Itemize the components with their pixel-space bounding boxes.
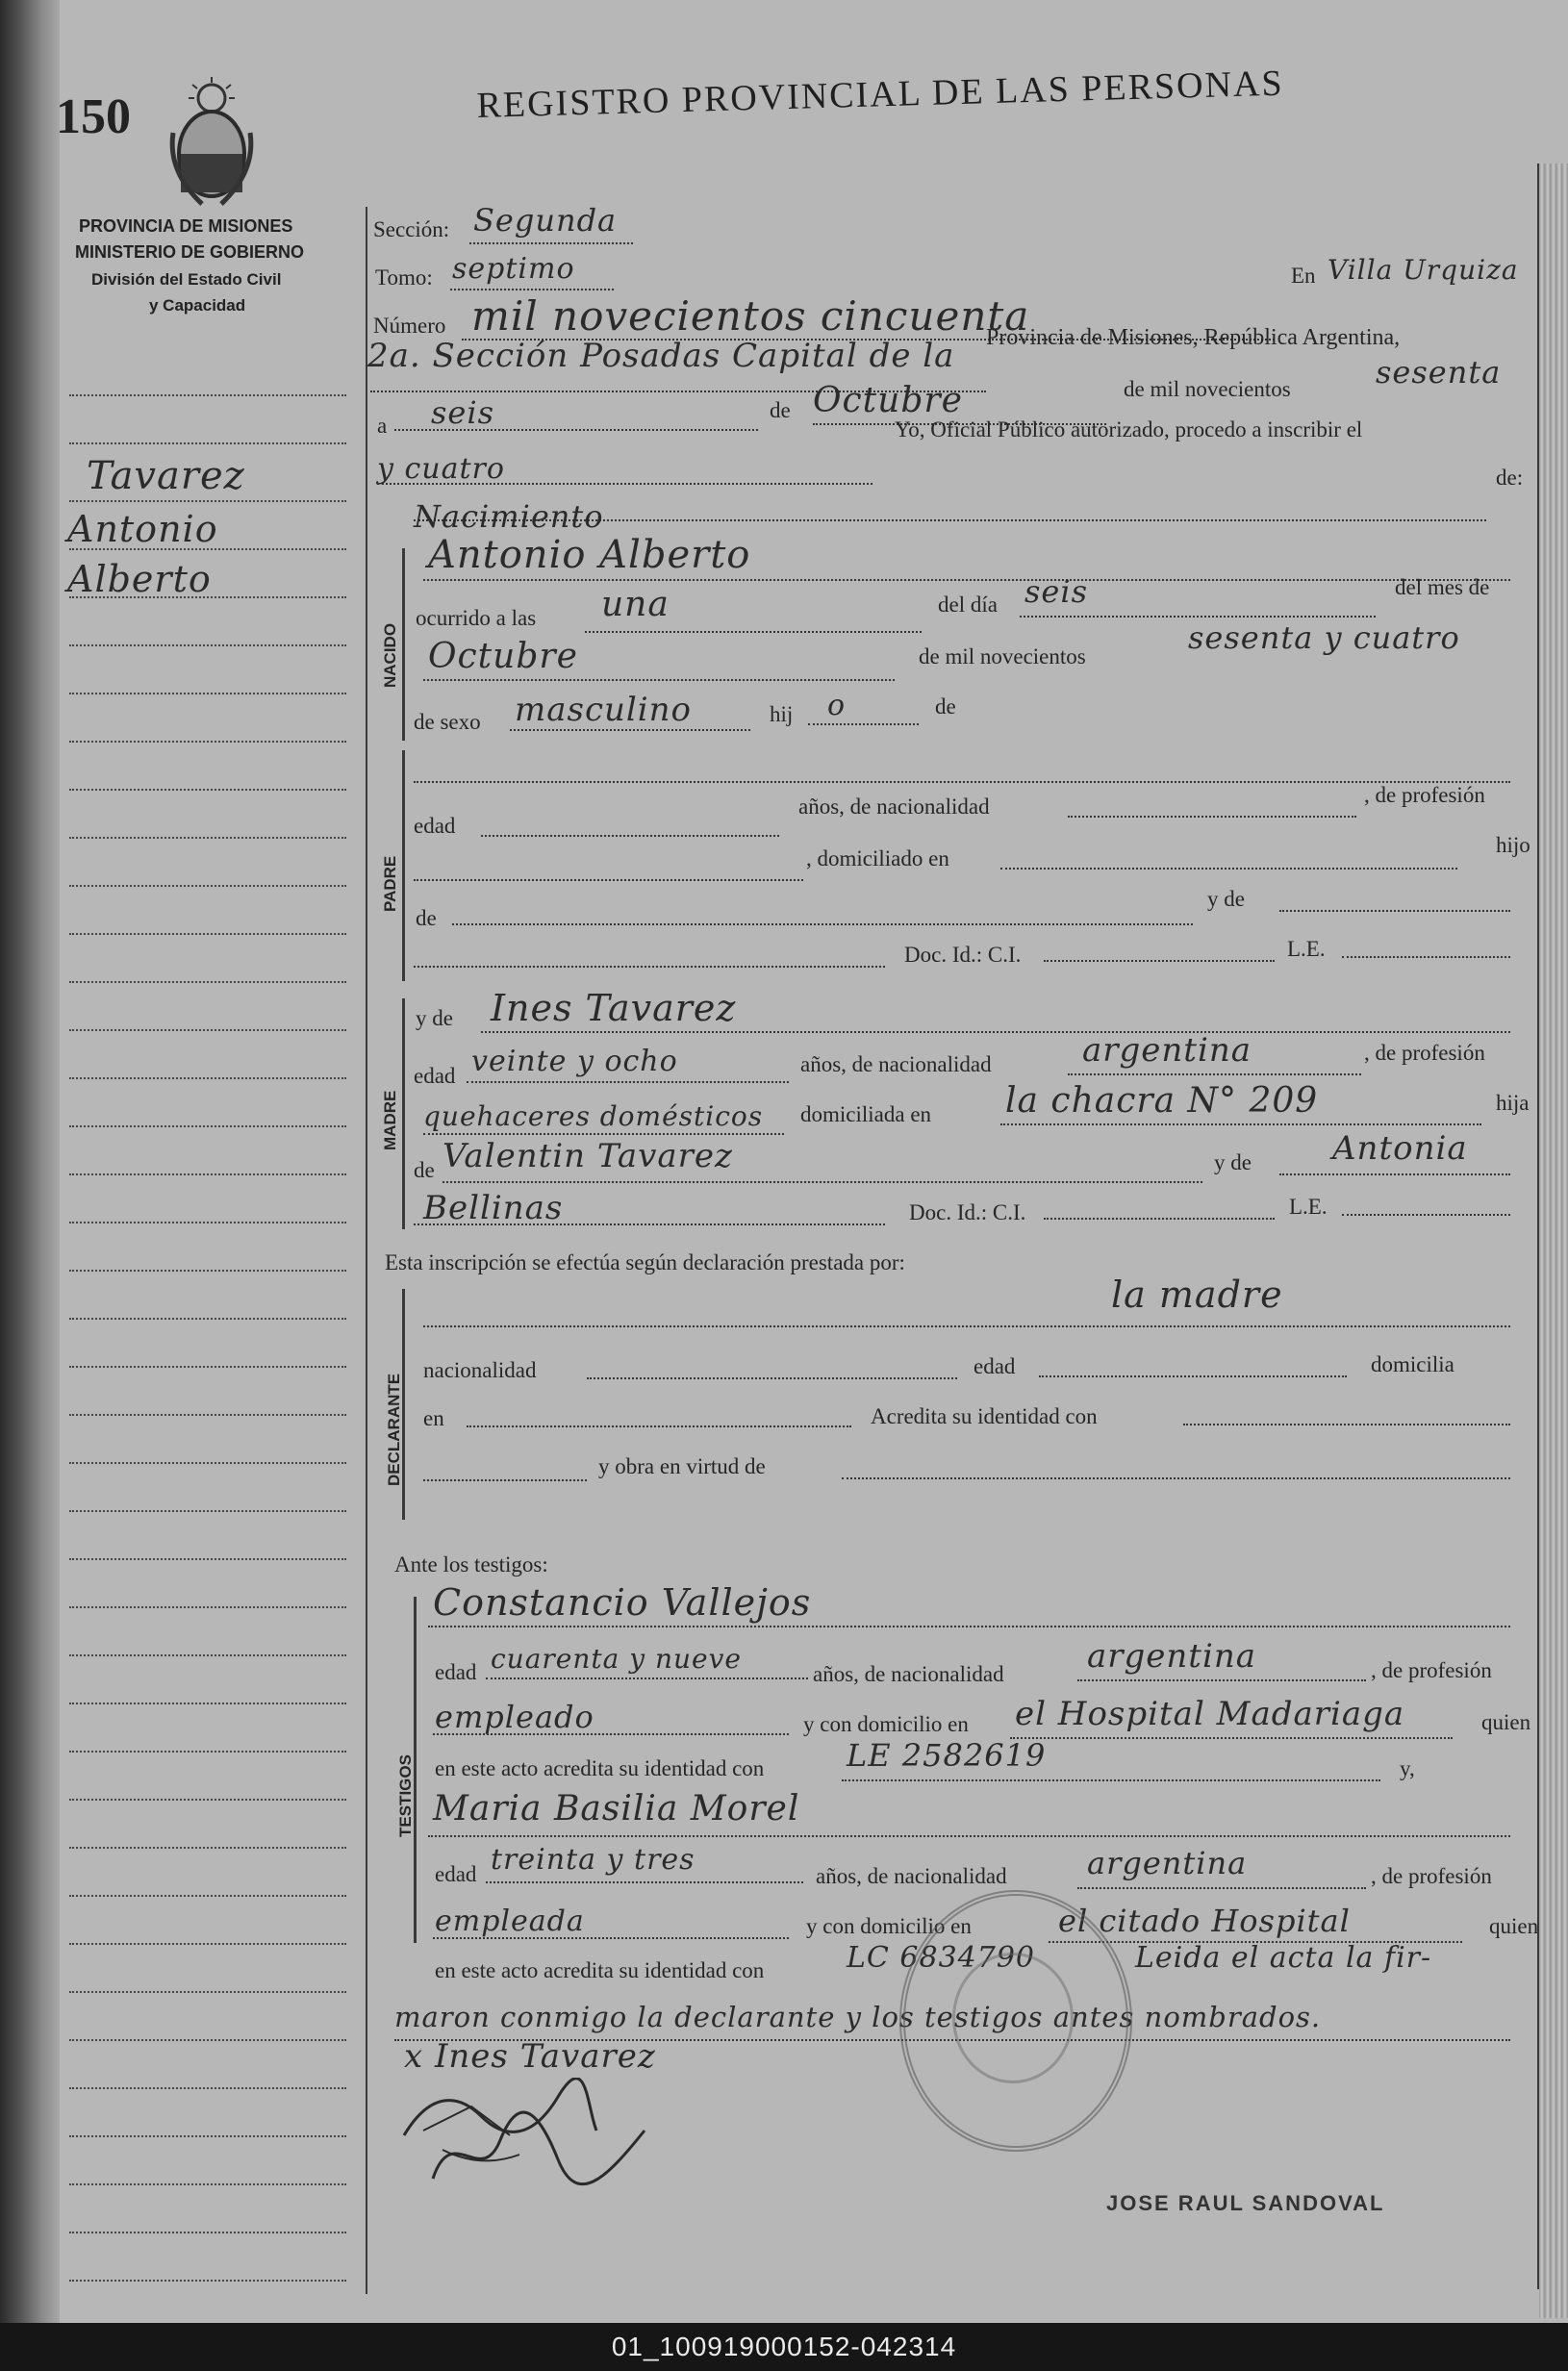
margin-line	[69, 1558, 346, 1560]
declarante-value: la madre	[1111, 1274, 1283, 1316]
madre-prof-line	[423, 1133, 784, 1135]
padre-nac-line	[1068, 816, 1356, 818]
t1-prof-line	[433, 1733, 789, 1735]
hij-line	[808, 723, 919, 725]
madre-doc-line	[414, 1223, 885, 1225]
madre-edad-label: edad	[414, 1064, 456, 1088]
document-title: REGISTRO PROVINCIAL DE LAS PERSONAS	[476, 63, 1285, 126]
margin-line	[69, 1751, 346, 1753]
declarante-edad-line	[1039, 1375, 1347, 1377]
padre-prof-line	[414, 879, 803, 881]
t2-edad-label: edad	[435, 1862, 477, 1886]
madre-profesion-value: quehaceres domésticos	[423, 1100, 764, 1132]
t2-domicilio-label: y con domicilio en	[806, 1914, 972, 1938]
madre-hija-label: hija	[1496, 1091, 1530, 1115]
t2-edad-value: treinta y tres	[491, 1843, 695, 1877]
oficial-text: Yo, Oficial Público autorizado, procedo a inscribir el	[895, 417, 1363, 441]
margin-line	[69, 1270, 346, 1272]
declarante-obra-label: y obra en virtud de	[598, 1454, 766, 1478]
t2-nacionalidad-value: argentina	[1087, 1845, 1248, 1881]
margin-line	[69, 394, 346, 396]
hora-line	[585, 631, 922, 633]
t2-nombre-line	[428, 1835, 1510, 1837]
margin-line	[69, 2232, 346, 2233]
dia-line	[394, 429, 758, 431]
margin-line	[69, 1222, 346, 1223]
nombre-value: Antonio Alberto	[428, 533, 751, 577]
padre-dom-line	[1000, 868, 1457, 870]
closing-line-1: Leida el acta la fir-	[1135, 1941, 1432, 1975]
margin-line	[69, 1077, 346, 1079]
t1-edad-value: cuarenta y nueve	[491, 1643, 742, 1675]
en-label: En	[1291, 264, 1316, 288]
t2-nac-line	[1077, 1887, 1366, 1889]
dia-value: seis	[431, 394, 495, 431]
t2-doc-value: LC 6834790	[847, 1941, 1036, 1975]
nacido-mes-value: Octubre	[428, 637, 578, 676]
en-value: Villa Urquiza	[1328, 254, 1519, 286]
madre-domiciliada-label: domiciliada en	[800, 1102, 932, 1126]
t1-domicilio-value: el Hospital Madariaga	[1015, 1695, 1405, 1733]
sexo-label: de sexo	[414, 710, 481, 734]
declarante-intro: Esta inscripción se efectúa según declaración prestada por:	[385, 1250, 905, 1274]
declarante-line	[423, 1325, 1510, 1327]
place-value: 2a. Sección Posadas Capital de la	[367, 337, 955, 375]
org-line-2: MINISTERIO DE GOBIERNO	[75, 242, 305, 262]
margin-line	[69, 693, 346, 694]
madre-yde-label: y de	[416, 1006, 453, 1030]
signature-witness-2	[423, 2102, 654, 2198]
t2-anios-label: años, de nacionalidad	[816, 1864, 1007, 1888]
t1-profesion-label: , de profesión	[1371, 1658, 1492, 1682]
t2-quien-label: quien	[1489, 1914, 1539, 1938]
t1-dom-line	[1010, 1737, 1453, 1739]
margin-line	[69, 2039, 346, 2041]
nacido-mes-line	[423, 679, 895, 681]
madre-le-label: L.E.	[1289, 1195, 1328, 1219]
declarante-acredita-label: Acredita su identidad con	[871, 1404, 1098, 1428]
declarante-domicilia-label: domicilia	[1371, 1352, 1454, 1376]
nacido-dia-line	[1020, 616, 1376, 618]
margin-line	[69, 2183, 346, 2185]
anio-value-1: sesenta	[1376, 354, 1502, 391]
margin-line	[69, 837, 346, 839]
margin-line	[69, 2135, 346, 2137]
padre-name-line	[414, 781, 1510, 783]
madre-madre-line	[1279, 1173, 1510, 1175]
padre-edad-label: edad	[414, 814, 456, 838]
margin-line	[69, 500, 346, 502]
de-colon: de:	[1496, 466, 1524, 490]
margin-line	[69, 2087, 346, 2089]
t1-profesion-value: empleado	[435, 1699, 594, 1735]
padre-doc-label: Doc. Id.: C.I.	[904, 943, 1022, 967]
tomo-line	[450, 289, 614, 290]
tipo-value: Nacimiento	[414, 498, 604, 535]
t2-profesion-value: empleada	[435, 1904, 585, 1938]
padre-bracket	[402, 750, 405, 981]
madre-madre-value-1: Antonia	[1332, 1129, 1468, 1168]
mil-label: de mil novecientos	[1124, 377, 1291, 401]
margin-line	[69, 442, 346, 444]
padre-label: PADRE	[381, 855, 399, 912]
declarante-obra-pre-line	[423, 1479, 587, 1481]
declarante-nac-line	[587, 1377, 957, 1379]
madre-profesion-label: , de profesión	[1364, 1041, 1485, 1065]
margin-first-name: Antonio	[67, 508, 218, 550]
madre-nombre-value: Ines Tavarez	[491, 987, 737, 1029]
t2-profesion-label: , de profesión	[1371, 1864, 1492, 1888]
margin-line	[69, 1991, 346, 1993]
madre-ci-line	[1044, 1218, 1275, 1220]
t1-nombre-line	[428, 1626, 1510, 1627]
t1-anios-label: años, de nacionalidad	[813, 1662, 1004, 1686]
madre-nombre-line	[481, 1031, 1510, 1033]
document-code: 01_100919000152-042314	[611, 2332, 957, 2361]
org-line-1: PROVINCIA DE MISIONES	[79, 216, 293, 236]
declarante-edad-label: edad	[974, 1354, 1016, 1378]
t1-nombre-value: Constancio Vallejos	[433, 1581, 812, 1624]
signature-mother: x Ines Tavarez	[404, 2037, 656, 2076]
official-seal-inner	[952, 1953, 1074, 2083]
madre-nacionalidad-value: argentina	[1082, 1031, 1252, 1070]
padre-hijo-label: hijo	[1496, 833, 1530, 857]
declarante-en-line	[467, 1425, 851, 1427]
de-label: de	[770, 398, 791, 422]
padre-profesion-label: , de profesión	[1364, 783, 1485, 807]
declarante-obra-line	[842, 1477, 1510, 1479]
seccion-label: Sección:	[373, 217, 450, 241]
margin-line	[69, 1414, 346, 1416]
padre-edad-line	[481, 835, 779, 837]
margin-line	[69, 548, 346, 550]
t1-edad-line	[486, 1677, 808, 1679]
madre-padre-line	[443, 1181, 1202, 1183]
page-edges	[1539, 164, 1568, 2318]
margin-line	[69, 933, 346, 935]
closing-line-2: maron conmigo la declarante y los testigos antes nombrados.	[394, 2001, 1322, 2033]
mes-value: Octubre	[813, 381, 963, 420]
nacido-anio-value: sesenta y cuatro	[1188, 619, 1460, 656]
testigos-label: TESTIGOS	[396, 1754, 415, 1837]
page-number: 150	[56, 89, 131, 144]
margin-line	[69, 1943, 346, 1945]
padre-de-label: de	[416, 906, 437, 930]
hij-label: hij	[770, 702, 794, 726]
org-line-3: División del Estado Civil	[91, 270, 282, 289]
t2-prof-line	[433, 1937, 789, 1939]
t1-acredita-label: en este acto acredita su identidad con	[435, 1756, 765, 1780]
margin-line	[69, 1318, 346, 1320]
margin-line	[69, 789, 346, 791]
madre-edad-value: veinte y ocho	[471, 1045, 678, 1078]
t1-domicilio-label: y con domicilio en	[803, 1712, 969, 1736]
ocurrido-label: ocurrido a las	[416, 606, 537, 630]
sexo-value: masculino	[515, 691, 693, 729]
margin-line	[69, 1462, 346, 1464]
padre-doc-line	[414, 966, 885, 968]
hora-value: una	[601, 585, 670, 624]
t1-quien-label: quien	[1481, 1710, 1531, 1734]
margin-line	[69, 1125, 346, 1127]
margin-line	[69, 1606, 346, 1608]
t1-doc-line	[842, 1779, 1380, 1781]
official-name: JOSE RAUL SANDOVAL	[1106, 2191, 1385, 2215]
numero-label: Número	[373, 314, 446, 338]
anio-line-2	[377, 483, 873, 485]
t2-nombre-value: Maria Basilia Morel	[433, 1789, 800, 1829]
del-dia-label: del día	[938, 593, 998, 617]
seccion-line	[469, 242, 633, 244]
margin-line	[69, 741, 346, 743]
padre-le-line	[1342, 956, 1510, 958]
t2-domicilio-value: el citado Hospital	[1058, 1903, 1351, 1939]
t1-nacionalidad-value: argentina	[1087, 1637, 1257, 1676]
margin-surname: Tavarez	[87, 454, 245, 498]
padre-yde-label: y de	[1207, 887, 1245, 911]
nacido-mil-label: de mil novecientos	[919, 644, 1086, 668]
margin-line	[69, 981, 346, 983]
org-line-4: y Capacidad	[149, 296, 246, 315]
nacido-de-label: de	[935, 694, 956, 719]
t1-doc-value: LE 2582619	[847, 1737, 1047, 1774]
nacido-label: NACIDO	[381, 622, 399, 688]
padre-anios-label: años, de nacionalidad	[798, 795, 990, 819]
madre-dom-line	[1000, 1123, 1481, 1125]
madre-edad-line	[467, 1081, 789, 1083]
margin-line	[69, 1847, 346, 1849]
margin-line	[69, 1799, 346, 1801]
margin-line	[69, 1173, 346, 1175]
margin-line	[69, 885, 346, 887]
tomo-label: Tomo:	[375, 265, 433, 290]
margin-line	[69, 596, 346, 598]
declarante-acredita-line	[1183, 1424, 1510, 1425]
margin-line	[69, 1510, 346, 1512]
testigos-intro: Ante los testigos:	[394, 1552, 548, 1576]
margin-divider	[366, 207, 367, 2294]
declarante-nacionalidad-label: nacionalidad	[423, 1358, 537, 1382]
numero-value: mil novecientos cincuenta	[471, 292, 1030, 340]
nacido-dia-value: seis	[1024, 573, 1089, 610]
tomo-value: septimo	[452, 252, 575, 286]
nombre-line	[423, 579, 1510, 581]
madre-madre-value-2: Bellinas	[423, 1189, 564, 1227]
declarante-en-label: en	[423, 1406, 444, 1430]
margin-line	[69, 1895, 346, 1897]
padre-yde-line	[1279, 910, 1510, 912]
padre-le-label: L.E.	[1287, 937, 1326, 961]
t1-edad-label: edad	[435, 1660, 477, 1684]
madre-le-line	[1342, 1214, 1510, 1216]
del-mes-label: del mes de	[1395, 575, 1490, 599]
madre-padre-value: Valentin Tavarez	[443, 1137, 733, 1175]
book-gutter	[0, 0, 60, 2323]
padre-de-line	[452, 923, 1193, 925]
place-suffix: Provincia de Misiones, República Argentina,	[986, 325, 1401, 350]
madre-domicilio-value: la chacra N° 209	[1005, 1081, 1319, 1121]
hij-value: o	[827, 689, 847, 722]
t2-edad-line	[486, 1881, 803, 1883]
nacido-bracket	[402, 548, 405, 741]
margin-line	[69, 1654, 346, 1656]
madre-anios-label: años, de nacionalidad	[800, 1052, 992, 1076]
madre-de-label: de	[414, 1158, 435, 1182]
sexo-line	[510, 729, 750, 731]
t1-nac-line	[1077, 1679, 1366, 1681]
seccion-value: Segunda	[473, 202, 618, 239]
margin-line	[69, 2280, 346, 2282]
margin-line	[69, 1029, 346, 1031]
margin-line	[69, 1703, 346, 1704]
madre-ymadre-label: y de	[1214, 1150, 1252, 1174]
margin-line	[69, 644, 346, 646]
right-border	[1537, 164, 1539, 2289]
madre-doc-label: Doc. Id.: C.I.	[909, 1200, 1026, 1224]
padre-ci-line	[1044, 960, 1275, 962]
t2-acredita-label: en este acto acredita su identidad con	[435, 1958, 765, 1982]
madre-bracket	[402, 998, 405, 1229]
t1-y-label: y,	[1400, 1756, 1415, 1780]
madre-label: MADRE	[381, 1090, 399, 1150]
margin-line	[69, 1366, 346, 1368]
declarante-label: DECLARANTE	[385, 1373, 403, 1486]
anio-value-2: y cuatro	[377, 452, 505, 486]
margin-second-name: Alberto	[67, 558, 212, 600]
a-label: a	[377, 414, 388, 438]
padre-domicilio-label: , domiciliado en	[806, 846, 949, 870]
madre-nac-line	[1068, 1073, 1361, 1075]
coat-of-arms-icon	[164, 75, 260, 210]
